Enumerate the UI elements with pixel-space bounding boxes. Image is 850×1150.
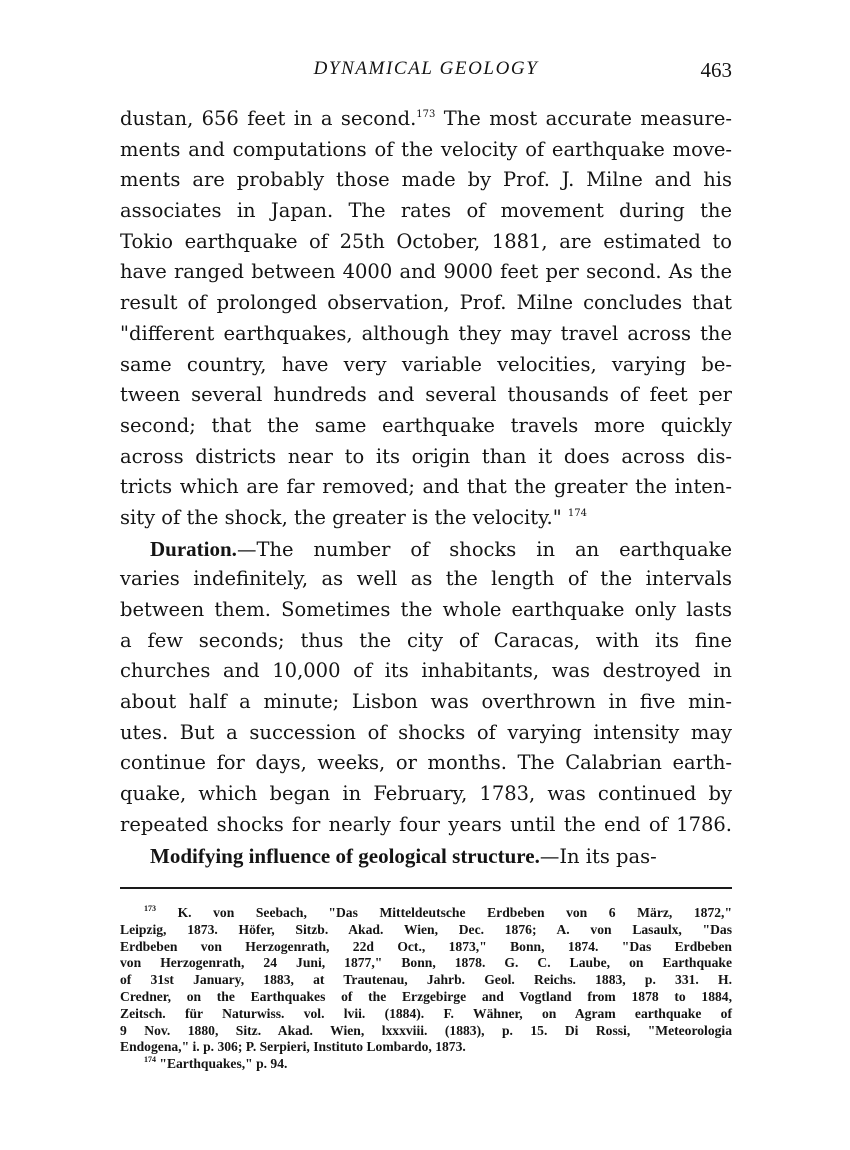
footnote-text: Endogena," i. p. 306; P. Serpieri, Instituto Lombardo, 1873.	[120, 1039, 466, 1055]
footnote-line	[120, 939, 732, 956]
footnote-line	[120, 972, 732, 989]
body-line	[120, 319, 732, 350]
body-line	[120, 779, 732, 810]
body-text: second; that the same earthquake travels more quickly	[120, 413, 732, 437]
duration-heading-line	[120, 534, 732, 565]
duration-paragraph	[120, 564, 732, 840]
body-line	[120, 656, 732, 687]
footnote-line	[120, 1023, 732, 1040]
body-line	[120, 626, 732, 657]
footnote-reference: 174	[567, 507, 588, 519]
footnote-line	[120, 1056, 732, 1073]
running-head	[120, 58, 732, 92]
body-line	[120, 472, 732, 503]
body-text: associates in Japan. The rates of movement during the	[120, 199, 732, 223]
body-text	[120, 104, 732, 871]
body-text: sity of the shock, the greater is the velocity."	[120, 505, 568, 529]
footnotes	[120, 905, 732, 1073]
footnote-line	[120, 955, 732, 972]
body-text: continue for days, weeks, or months. The Calabrian earth-	[120, 751, 732, 775]
body-text: repeated shocks for nearly four years until the end of 1786.	[120, 812, 732, 836]
footnote-text: von Herzogenrath, 24 Juni, 1877," Bonn, 1878. G. C. Laube, on Earthquake	[120, 955, 732, 971]
footnote-line	[120, 922, 732, 939]
running-title: DYNAMICAL GEOLOGY	[313, 58, 539, 79]
footnote-text: "Earthquakes," p. 94.	[156, 1056, 288, 1072]
body-line	[120, 411, 732, 442]
modifying-heading-line	[120, 841, 732, 872]
body-line	[120, 503, 732, 534]
footnote-text: 9 Nov. 1880, Sitz. Akad. Wien, lxxxviii. (1883), p. 15. Di Rossi, "Meteorologia	[120, 1022, 732, 1038]
body-text: about half a minute; Lisbon was overthrown in five min-	[120, 690, 732, 714]
body-text: tricts which are far removed; and that the greater the inten-	[120, 475, 732, 499]
body-text: same country, have very variable velocities, varying be-	[120, 352, 732, 376]
body-line	[120, 227, 732, 258]
body-text-tail: The most accurate measure-	[435, 107, 733, 130]
body-line	[120, 718, 732, 749]
body-line	[120, 595, 732, 626]
page-number: 463	[700, 58, 732, 82]
body-line	[120, 810, 732, 841]
footnote-marker: 174	[144, 1055, 156, 1065]
duration-heading: Duration.	[150, 536, 237, 561]
footnote-line	[120, 1006, 732, 1023]
footnote-text: Zeitsch. für Naturwiss. vol. lvii. (1884). F. Wähner, on Agram earthquake of	[120, 1005, 732, 1021]
body-text: between them. Sometimes the whole earthquake only lasts	[120, 598, 732, 621]
footnote-line	[120, 989, 732, 1006]
body-text: Tokio earthquake of 25th October, 1881, are estimated to	[120, 229, 732, 253]
body-line	[120, 288, 732, 319]
footnote-text: Credner, on the Earthquakes of the Erzgebirge and Vogtland from 1878 to 1884,	[120, 988, 732, 1004]
body-line	[120, 350, 732, 381]
modifying-heading: Modifying influence of geological structure.	[150, 843, 540, 868]
footnote-text: of 31st January, 1883, at Trautenau, Jahrb. Geol. Reichs. 1883, p. 331. H.	[120, 972, 732, 988]
body-text: across districts near to its origin than it does across dis-	[120, 444, 732, 468]
footnote-text: K. von Seebach, "Das Mitteldeutsche Erdbeben von 6 März, 1872,"	[156, 905, 732, 920]
velocity-paragraph	[120, 104, 732, 534]
footnote-reference: 173	[416, 109, 436, 120]
body-text: varies indefinitely, as well as the length of the intervals	[120, 567, 732, 591]
body-text: have ranged between 4000 and 9000 feet per second. As the	[120, 260, 732, 284]
body-line	[120, 687, 732, 718]
footnote-marker: 173	[144, 904, 156, 913]
body-line	[120, 257, 732, 288]
body-line	[120, 442, 732, 473]
body-text: quake, which began in February, 1783, was continued by	[120, 782, 732, 806]
footnote-text: Erdbeben von Herzogenrath, 22d Oct., 1873," Bonn, 1874. "Das Erdbeben	[120, 938, 732, 954]
footnote-line	[120, 1039, 732, 1056]
body-text: result of prolonged observation, Prof. Milne concludes that	[120, 291, 732, 315]
duration-first-line: —The number of shocks in an earthquake	[236, 537, 732, 561]
body-text: "different earthquakes, although they may travel across the	[120, 321, 732, 345]
body-text: a few seconds; thus the city of Caracas, with its fine	[120, 628, 732, 652]
body-line	[120, 165, 732, 196]
footnote-text: Leipzig, 1873. Höfer, Sitzb. Akad. Wien, Dec. 1876; A. von Lasaulx, "Das	[120, 921, 732, 937]
body-line	[120, 564, 732, 595]
modifying-run-in: —In its pas-	[539, 844, 657, 868]
body-line	[120, 380, 732, 411]
body-text: utes. But a succession of shocks of varying intensity may	[120, 720, 732, 744]
body-text: ments and computations of the velocity of earthquake move-	[120, 137, 732, 161]
body-text: dustan, 656 feet in a second.	[120, 107, 417, 130]
body-text: tween several hundreds and several thousands of feet per	[120, 383, 732, 407]
body-line	[120, 748, 732, 779]
footnote-rule	[120, 887, 732, 889]
body-line	[120, 104, 732, 135]
body-line	[120, 135, 732, 166]
body-text: churches and 10,000 of its inhabitants, was destroyed in	[120, 659, 732, 683]
body-text: ments are probably those made by Prof. J. Milne and his	[120, 168, 732, 192]
body-line	[120, 196, 732, 227]
footnote-line	[120, 905, 732, 922]
